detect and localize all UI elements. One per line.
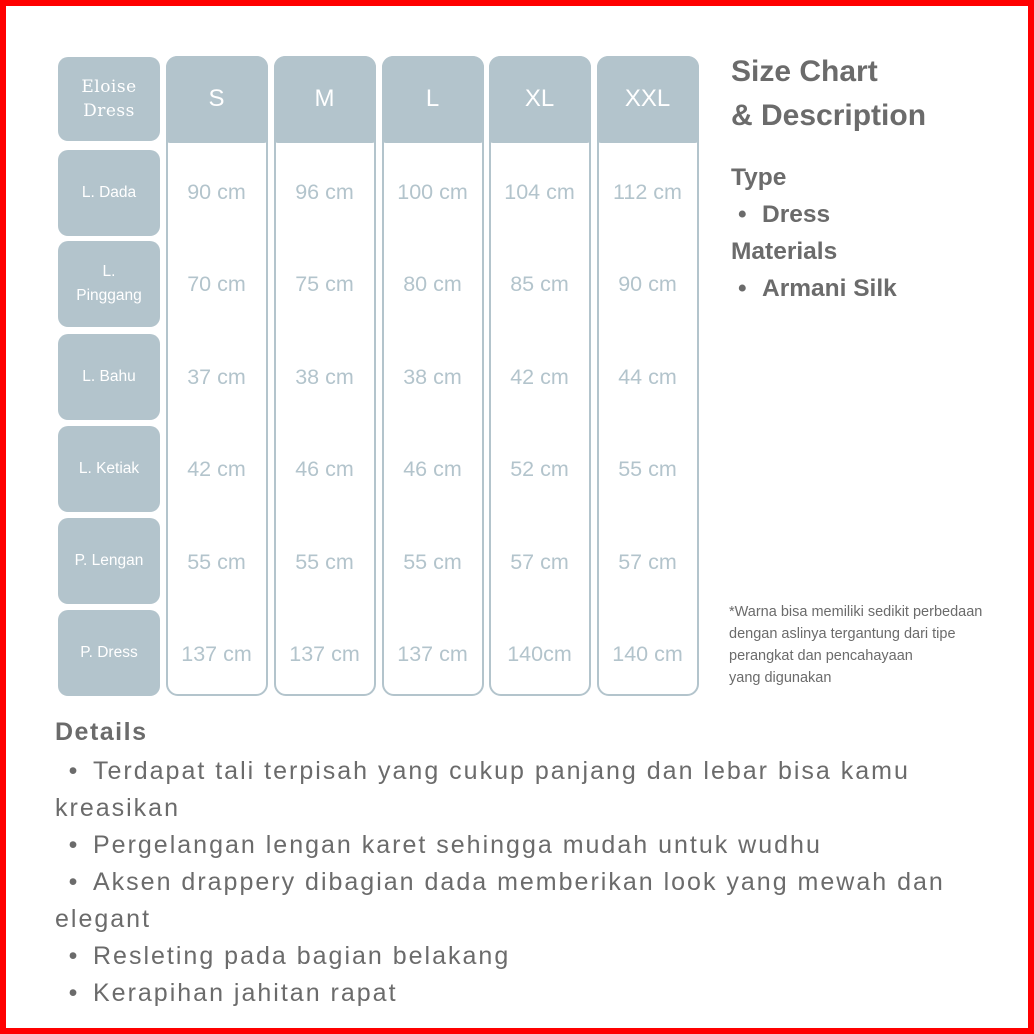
cell-xl-dress: 140cm (507, 641, 572, 666)
size-chart-title: Size Chart & Description (731, 55, 927, 132)
cell-s-bahu: 37 cm (187, 364, 246, 389)
cell-m-dress: 137 cm (289, 641, 360, 666)
table-corner-label: Eloise Dress (58, 57, 160, 141)
details-list (55, 753, 1005, 1012)
bullet-icon: • (738, 201, 747, 228)
size-column-m (274, 56, 376, 696)
row-label-pinggang: L. Pinggang (58, 241, 160, 327)
row-label-ketiak: L. Ketiak (58, 426, 160, 512)
cell-xl-bahu: 42 cm (510, 364, 569, 389)
details-item-text: Terdapat tali terpisah yang cukup panjang dan lebar bisa kamu kreasikan (55, 757, 910, 822)
row-label-lengan: P. Lengan (58, 518, 160, 604)
cell-xl-dada: 104 cm (504, 179, 575, 204)
cell-xxl-bahu: 44 cm (618, 364, 677, 389)
cell-s-lengan: 55 cm (187, 549, 246, 574)
row-label-dress: P. Dress (58, 610, 160, 696)
details-heading: Details (55, 718, 148, 746)
details-list-item (55, 864, 1005, 938)
cell-xxl-dress: 140 cm (612, 641, 683, 666)
cell-l-bahu: 38 cm (403, 364, 462, 389)
size-column-xxl (597, 56, 699, 696)
note-line: perangkat dan pencahayaan (729, 648, 913, 664)
size-column-xl (489, 56, 591, 696)
cell-l-ketiak: 46 cm (403, 456, 462, 481)
size-column-s (166, 56, 268, 696)
details-list-item (55, 938, 1005, 975)
bullet-icon: • (68, 757, 80, 785)
cell-xxl-ketiak: 55 cm (618, 456, 677, 481)
row-label-bahu: L. Bahu (58, 334, 160, 420)
bullet-icon: • (68, 942, 80, 970)
size-header-l: L (382, 56, 484, 143)
details-item-text: Resleting pada bagian belakang (93, 942, 511, 970)
size-header-s: S (166, 56, 268, 143)
size-header-m: M (274, 56, 376, 143)
materials-item (738, 275, 897, 303)
type-label: Type (731, 164, 787, 191)
details-list-item (55, 827, 1005, 864)
color-disclaimer-note (729, 601, 1029, 689)
type-item (738, 201, 830, 229)
bullet-icon: • (68, 979, 80, 1007)
cell-l-lengan: 55 cm (403, 549, 462, 574)
cell-xl-pinggang: 85 cm (510, 271, 569, 296)
cell-s-dress: 137 cm (181, 641, 252, 666)
size-header-xl: XL (489, 56, 591, 143)
cell-s-ketiak: 42 cm (187, 456, 246, 481)
cell-xxl-dada: 112 cm (613, 179, 682, 204)
cell-xxl-lengan: 57 cm (618, 549, 677, 574)
cell-m-lengan: 55 cm (295, 549, 354, 574)
cell-s-pinggang: 70 cm (187, 271, 246, 296)
cell-xxl-pinggang: 90 cm (618, 271, 677, 296)
cell-m-ketiak: 46 cm (295, 456, 354, 481)
row-label-dada: L. Dada (58, 150, 160, 236)
cell-l-dress: 137 cm (397, 641, 468, 666)
details-list-item (55, 975, 1005, 1012)
bullet-icon: • (738, 275, 747, 302)
type-value: Dress (762, 201, 831, 228)
cell-xl-lengan: 57 cm (510, 549, 569, 574)
cell-m-pinggang: 75 cm (295, 271, 354, 296)
size-header-xxl: XXL (597, 56, 699, 143)
note-line: yang digunakan (729, 670, 832, 686)
details-item-text: Kerapihan jahitan rapat (93, 979, 398, 1007)
note-line: *Warna bisa memiliki sedikit perbedaan (729, 604, 983, 620)
materials-label: Materials (731, 238, 838, 265)
details-item-text: Pergelangan lengan karet sehingga mudah untuk wudhu (93, 831, 822, 859)
cell-m-dada: 96 cm (295, 179, 354, 204)
bullet-icon: • (68, 868, 80, 896)
materials-value: Armani Silk (762, 275, 897, 302)
cell-m-bahu: 38 cm (295, 364, 354, 389)
cell-xl-ketiak: 52 cm (510, 456, 569, 481)
size-column-l (382, 56, 484, 696)
cell-l-pinggang: 80 cm (403, 271, 462, 296)
cell-s-dada: 90 cm (187, 179, 246, 204)
details-item-text: Aksen drappery dibagian dada memberikan look yang mewah dan elegant (55, 868, 945, 933)
details-list-item (55, 753, 1005, 827)
cell-l-dada: 100 cm (397, 179, 468, 204)
note-line: dengan aslinya tergantung dari tipe (729, 626, 956, 642)
bullet-icon: • (68, 831, 80, 859)
